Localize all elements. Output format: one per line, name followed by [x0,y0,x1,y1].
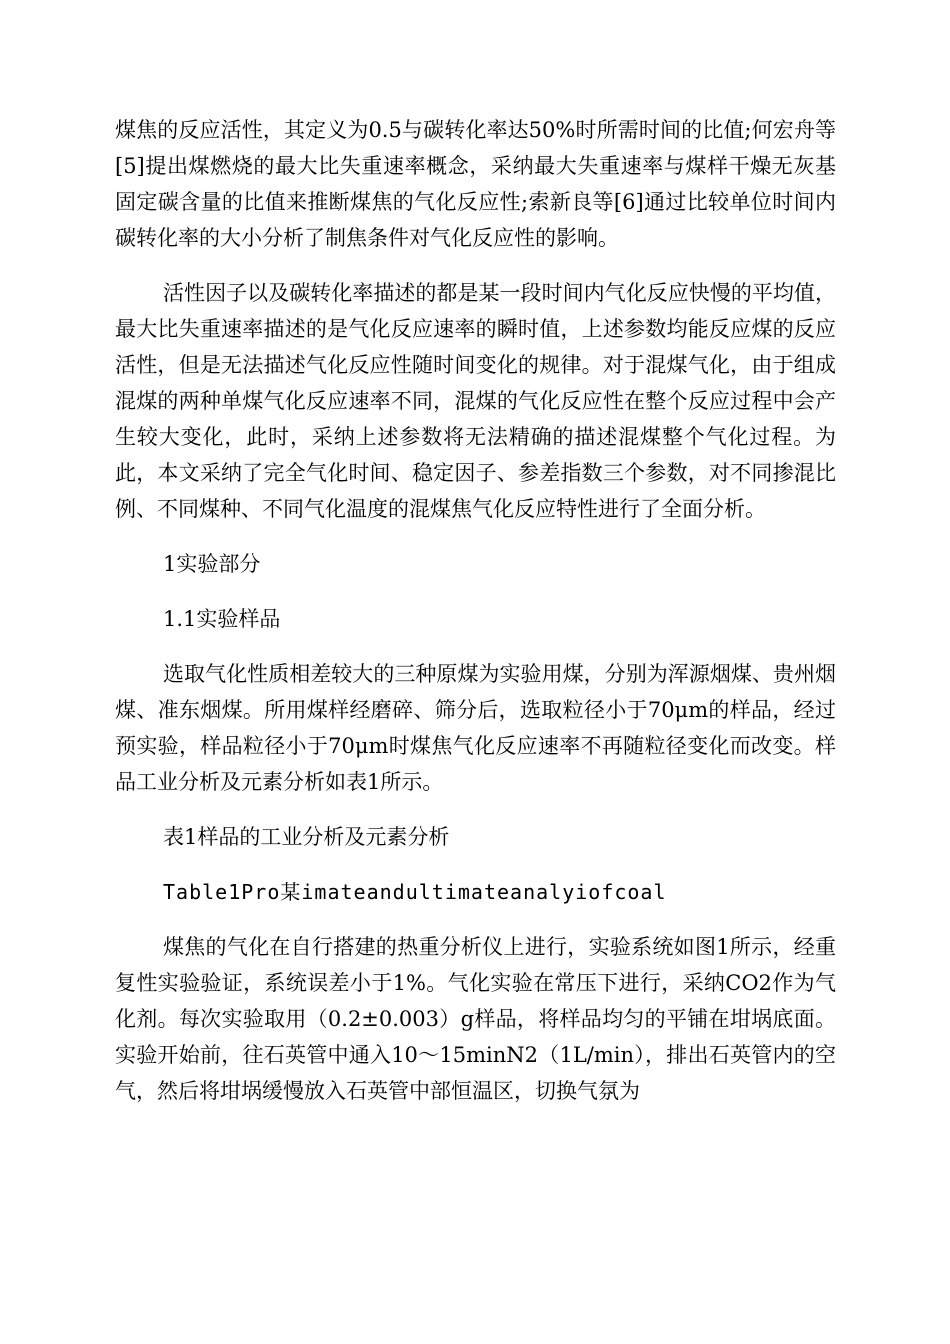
paragraph-reactivity-definitions: 煤焦的反应活性，其定义为0.5与碳转化率达50%时所需时间的比值;何宏舟等[5]提出煤燃烧的最大比失重速率概念，采纳最大失重速率与煤样干燥无灰基固定碳含量的比值来推断煤焦的气化反应性;索新良等[6]通过比较单位时间内碳转化率的大小分析了制焦条件对气化反应性的影响。 [115,118,836,250]
subsection-heading-samples: 1.1实验样品 [163,607,281,631]
paragraph-gasification-procedure: 煤焦的气化在自行搭建的热重分析仪上进行，实验系统如图1所示，经重复性实验验证，系统误差小于1%。气化实验在常压下进行，采纳CO2作为气化剂。每次实验取用（0.2±0.003）g样品，将样品均匀的平铺在坩埚底面。实验开始前，往石英管中通入10～15minN2（1L/min），排出石英管内的空气，然后将坩埚缓慢放入石英管中部恒温区，切换气氛为 [115,935,836,1103]
document-body [115,112,836,1109]
section-heading-experiment: 1实验部分 [163,552,261,576]
table-caption-english: Table1Pro某imateandultimateanalyiofcoal [163,880,667,904]
table-caption-chinese: 表1样品的工业分析及元素分析 [163,825,450,849]
paragraph-parameter-limitations: 活性因子以及碳转化率描述的都是某一段时间内气化反应快慢的平均值，最大比失重速率描述的是气化反应速率的瞬时值，上述参数均能反应煤的反应活性，但是无法描述气化反应性随时间变化的规律。对于混煤气化，由于组成混煤的两种单煤气化反应速率不同，混煤的气化反应性在整个反应过程中会产生较大变化，此时，采纳上述参数将无法精确的描述混煤整个气化过程。为此，本文采纳了完全气化时间、稳定因子、参差指数三个参数，对不同掺混比例、不同煤种、不同气化温度的混煤焦气化反应特性进行了全面分析。 [115,281,836,521]
paragraph-sample-selection: 选取气化性质相差较大的三种原煤为实验用煤，分别为浑源烟煤、贵州烟煤、准东烟煤。所用煤样经磨碎、筛分后，选取粒径小于70μm的样品，经过预实验，样品粒径小于70μm时煤焦气化反应速率不再随粒径变化而改变。样品工业分析及元素分析如表1所示。 [115,662,836,794]
